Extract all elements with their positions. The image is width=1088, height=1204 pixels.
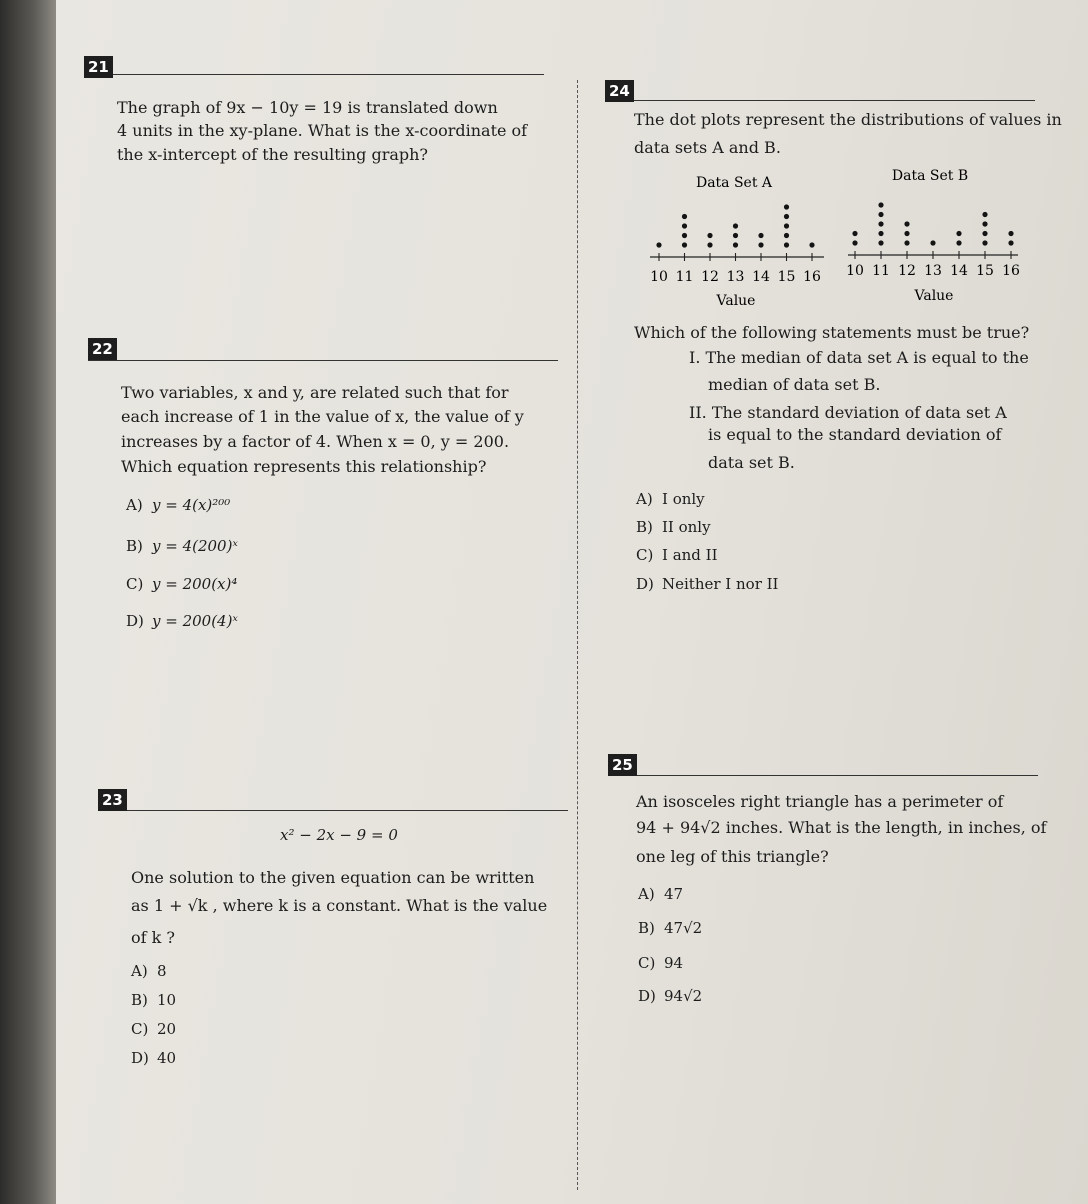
q23-option-a-letter: A): [131, 962, 148, 980]
q25-option-d-text: 94√2: [664, 987, 703, 1005]
q25-option-d-letter: D): [638, 987, 656, 1005]
q24-option-a[interactable]: [636, 490, 705, 508]
plot-b-tick-label-15: 15: [976, 263, 994, 279]
q25-number: 25: [608, 754, 637, 776]
plot-b-tick-label-14: 14: [950, 263, 968, 279]
plot-a-dot-10-1: [656, 242, 661, 247]
q24-option-c-text: I and II: [662, 546, 718, 564]
q25-option-a[interactable]: [638, 885, 683, 903]
dot-plots: [0, 0, 1088, 320]
plot-b-dot-11-1: [878, 240, 883, 245]
plot-b-dot-11-2: [878, 231, 883, 236]
q22-rule: [88, 360, 558, 361]
plot-b-dot-15-3: [982, 221, 987, 226]
plot-a-dot-14-2: [758, 233, 763, 238]
q25-option-c-letter: C): [638, 954, 656, 972]
plot-a-dot-11-4: [682, 214, 687, 219]
q24-option-d-letter: D): [636, 575, 654, 593]
q22-option-a[interactable]: [126, 496, 230, 514]
q23-option-a[interactable]: [131, 962, 167, 980]
plot-b-dot-15-2: [982, 231, 987, 236]
q23-option-a-text: 8: [157, 962, 167, 980]
plot-a-title: Data Set A: [695, 175, 773, 191]
plot-b-dot-15-4: [982, 212, 987, 217]
q22-option-b-text: y = 4(200)ˣ: [152, 537, 238, 555]
q24-option-b-text: II only: [662, 518, 711, 536]
q24-statement2-line3: data set B.: [708, 453, 795, 472]
plot-a-tick-label-10: 10: [650, 269, 668, 285]
plot-a-tick-label-11: 11: [675, 269, 694, 285]
q22-text-line2: each increase of 1 in the value of x, the value of y: [121, 407, 524, 426]
plot-b-dot-11-5: [878, 202, 883, 207]
q23-rule: [98, 810, 568, 811]
q23-option-b-text: 10: [157, 991, 177, 1009]
plot-a-dot-12-1: [707, 242, 712, 247]
q25-option-c[interactable]: [638, 954, 683, 972]
q21-text-line2: 4 units in the xy-plane. What is the x-coordinate of: [117, 121, 528, 140]
plot-a-dot-15-2: [784, 233, 789, 238]
q22-text-line4: Which equation represents this relationship?: [121, 457, 487, 476]
q22-option-d-letter: D): [126, 612, 144, 630]
q25-text-line1: An isosceles right triangle has a perimeter of: [636, 792, 1004, 811]
q25-option-d[interactable]: [638, 987, 702, 1005]
plot-a-dot-11-2: [682, 233, 687, 238]
q22-option-c[interactable]: [126, 575, 237, 593]
plot-b-dot-13-1: [930, 240, 935, 245]
q22-option-d-text: y = 200(4)ˣ: [152, 612, 238, 630]
plot-a-dot-16-1: [809, 242, 814, 247]
q23-option-c-letter: C): [131, 1020, 149, 1038]
plot-b-dot-10-1: [852, 240, 857, 245]
q23-option-d-text: 40: [157, 1049, 177, 1067]
q24-option-b-letter: B): [636, 518, 653, 536]
q22-option-a-text: y = 4(x)²⁰⁰: [152, 496, 231, 514]
plot-a-dot-11-3: [682, 223, 687, 228]
q24-text-line1: The dot plots represent the distributions of values in: [634, 110, 1062, 129]
q24-option-c[interactable]: [636, 546, 718, 564]
q23-number: 23: [98, 789, 127, 811]
q25-option-b[interactable]: [638, 919, 702, 937]
plot-a-dot-12-2: [707, 233, 712, 238]
q24-option-a-text: I only: [662, 490, 705, 508]
q25-text-line2: 94 + 94√2 inches. What is the length, in inches, of: [636, 818, 1047, 837]
plot-a-dot-13-1: [733, 242, 738, 247]
q21-number: 21: [84, 56, 113, 78]
plot-a-tick-label-13: 13: [726, 269, 745, 285]
q25-option-b-text: 47√2: [664, 919, 703, 937]
q23-option-d-letter: D): [131, 1049, 149, 1067]
q23-option-c-text: 20: [157, 1020, 177, 1038]
q23-text-line3: of k ?: [131, 928, 175, 947]
plot-b-dot-14-2: [956, 231, 961, 236]
q22-option-c-letter: C): [126, 575, 144, 593]
q22-option-d[interactable]: [126, 612, 238, 630]
q24-question: Which of the following statements must be true?: [634, 323, 1030, 342]
q25-option-c-text: 94: [664, 954, 684, 972]
q24-statement2-line2: is equal to the standard deviation of: [708, 425, 1002, 444]
q25-option-b-letter: B): [638, 919, 655, 937]
q24-statement1-line1: I. The median of data set A is equal to the: [689, 348, 1029, 367]
q24-option-b[interactable]: [636, 518, 711, 536]
q22-option-b-letter: B): [126, 537, 143, 555]
q23-text-line2: as 1 + √k , where k is a constant. What is the value: [131, 896, 548, 915]
plot-a-dot-11-1: [682, 242, 687, 247]
q23-option-b-letter: B): [131, 991, 148, 1009]
q25-option-a-letter: A): [638, 885, 655, 903]
plot-a-xlabel: Value: [716, 293, 756, 309]
plot-b-dot-15-1: [982, 240, 987, 245]
q25-option-a-text: 47: [664, 885, 684, 903]
q23-equation: x² − 2x − 9 = 0: [280, 826, 398, 844]
plot-b-dot-11-3: [878, 221, 883, 226]
q25-text-line3: one leg of this triangle?: [636, 847, 829, 866]
plot-b-dot-12-2: [904, 231, 909, 236]
plot-b-title: Data Set B: [891, 168, 969, 184]
plot-b-tick-label-10: 10: [846, 263, 864, 279]
plot-b-dot-10-2: [852, 231, 857, 236]
q23-option-d[interactable]: [131, 1049, 176, 1067]
plot-a-tick-label-12: 12: [701, 269, 719, 285]
plot-b-dot-12-1: [904, 240, 909, 245]
q24-number: 24: [605, 80, 634, 102]
q24-option-d[interactable]: [636, 575, 778, 593]
q23-text-line1: One solution to the given equation can be written: [131, 868, 535, 887]
plot-b-tick-label-16: 16: [1002, 263, 1020, 279]
q23-option-b[interactable]: [131, 991, 176, 1009]
plot-a-dot-15-1: [784, 242, 789, 247]
plot-a-dot-13-2: [733, 233, 738, 238]
plot-b-tick-label-11: 11: [872, 263, 890, 279]
plot-b-tick-label-13: 13: [924, 263, 942, 279]
q23-option-c[interactable]: [131, 1020, 176, 1038]
q22-text-line1: Two variables, x and y, are related such that for: [121, 383, 509, 402]
q21-text-line3: the x-intercept of the resulting graph?: [117, 145, 429, 164]
plot-b-dot-16-2: [1008, 231, 1013, 236]
plot-a-tick-label-14: 14: [752, 269, 770, 285]
plot-a-dot-15-4: [784, 214, 789, 219]
q21-text-line1: The graph of 9x − 10y = 19 is translated down: [117, 98, 498, 117]
q24-option-c-letter: C): [636, 546, 654, 564]
q22-option-c-text: y = 200(x)⁴: [152, 575, 238, 593]
q22-option-a-letter: A): [126, 496, 143, 514]
q24-option-a-letter: A): [636, 490, 653, 508]
q22-number: 22: [88, 338, 117, 360]
q22-option-b[interactable]: [126, 537, 238, 555]
q24-statement1-line2: median of data set B.: [708, 375, 881, 394]
plot-b-dot-11-4: [878, 212, 883, 217]
plot-b-dot-16-1: [1008, 240, 1013, 245]
plot-b-tick-label-12: 12: [898, 263, 916, 279]
plot-a-dot-15-3: [784, 223, 789, 228]
plot-a-tick-label-16: 16: [803, 269, 821, 285]
q24-statement2-line1: II. The standard deviation of data set A: [689, 403, 1007, 422]
plot-a-dot-13-3: [733, 223, 738, 228]
q24-option-d-text: Neither I nor II: [662, 575, 779, 593]
plot-a-dot-15-5: [784, 204, 789, 209]
plot-b-dot-14-1: [956, 240, 961, 245]
plot-a-tick-label-15: 15: [777, 269, 796, 285]
q22-text-line3: increases by a factor of 4. When x = 0, y = 200.: [121, 432, 510, 451]
q24-text-line2: data sets A and B.: [634, 138, 781, 157]
plot-b-xlabel: Value: [914, 288, 954, 304]
plot-a-dot-14-1: [758, 242, 763, 247]
q25-rule: [608, 775, 1038, 776]
plot-b-dot-12-3: [904, 221, 909, 226]
